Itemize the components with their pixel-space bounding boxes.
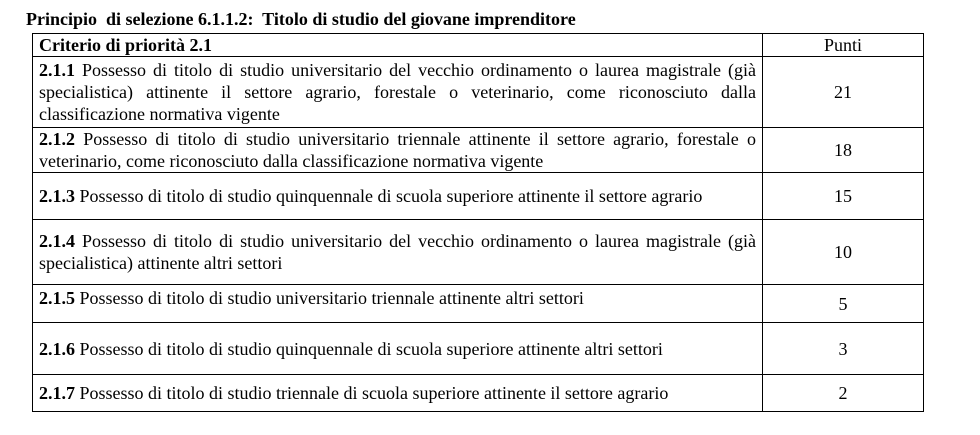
criterion-code: 2.1.2 xyxy=(39,129,75,149)
criterion-text: Possesso di titolo di studio universitario del vecchio ordinamento o laurea magistrale (già specialistica) attinente altri settori xyxy=(39,231,756,273)
criterion-text: Possesso di titolo di studio quinquennale di scuola superiore attinente il settore agrario xyxy=(75,186,703,206)
table-row xyxy=(33,173,924,220)
criterion-text: Possesso di titolo di studio triennale di scuola superiore attinente il settore agrario xyxy=(75,383,669,403)
criterion-cell xyxy=(33,375,763,412)
criterion-text: Possesso di titolo di studio quinquennale di scuola superiore attinente altri settori xyxy=(75,338,663,359)
criterion-code: 2.1.4 xyxy=(39,231,75,251)
table-header-row xyxy=(33,34,924,57)
criterion-text: Possesso di titolo di studio universitario triennale attinente il settore agrario, forestale o veterinario, come riconosciuto dalla classificazione normativa vigente xyxy=(39,129,756,171)
points-cell: 5 xyxy=(763,285,924,323)
criterion-text: Possesso di titolo di studio universitario del vecchio ordinamento o laurea magistrale (già specialistica) attinente il settore agrario, forestale o veterinario, come riconosciuto dalla classificazione normativa vigente xyxy=(39,60,756,124)
criterion-code: 2.1.6 xyxy=(39,338,75,359)
table-row xyxy=(33,285,924,323)
criterion-cell xyxy=(33,220,763,285)
header-punti: Punti xyxy=(763,34,924,57)
points-cell: 18 xyxy=(763,128,924,173)
criterion-code: 2.1.5 xyxy=(39,288,75,308)
table-row xyxy=(33,220,924,285)
points-cell: 2 xyxy=(763,375,924,412)
page-heading: Principio di selezione 6.1.1.2: Titolo di studio del giovane imprenditore xyxy=(26,9,576,29)
table-row xyxy=(33,57,924,128)
criterion-code: 2.1.3 xyxy=(39,186,75,206)
points-cell: 10 xyxy=(763,220,924,285)
criterion-code: 2.1.7 xyxy=(39,383,75,403)
header-criterio: Criterio di priorità 2.1 xyxy=(33,34,763,57)
criterion-text: Possesso di titolo di studio universitario triennale attinente altri settori xyxy=(75,288,584,308)
criteria-table xyxy=(32,33,924,412)
criterion-cell xyxy=(33,173,763,220)
table-row xyxy=(33,323,924,375)
criterion-code: 2.1.1 xyxy=(39,60,75,80)
points-cell: 3 xyxy=(763,323,924,375)
points-cell: 21 xyxy=(763,57,924,128)
table-row xyxy=(33,128,924,173)
criterion-cell xyxy=(33,128,763,173)
criterion-cell xyxy=(33,285,763,323)
points-cell: 15 xyxy=(763,173,924,220)
criterion-cell xyxy=(33,57,763,128)
table-row xyxy=(33,375,924,412)
criterion-cell xyxy=(33,323,763,375)
